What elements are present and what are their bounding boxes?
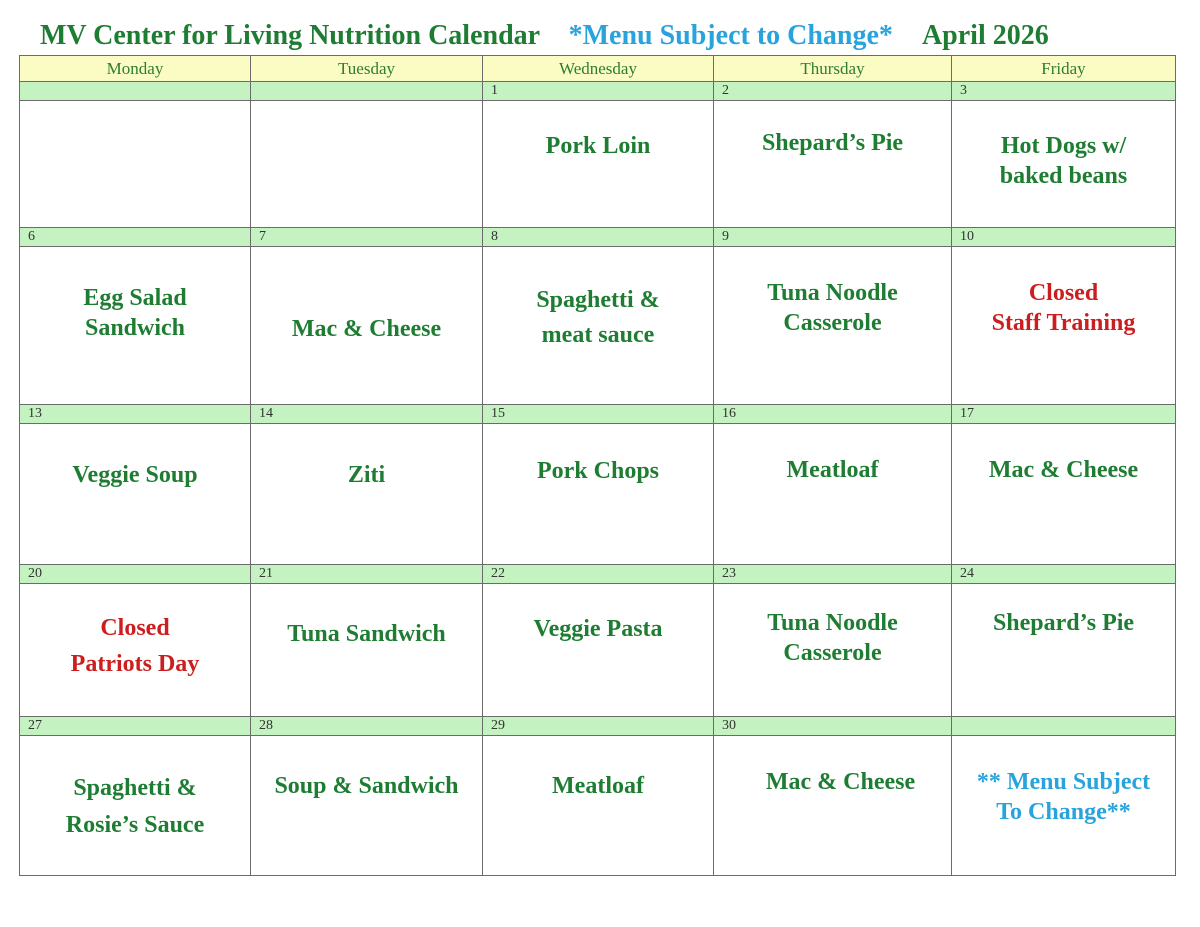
meal-text: Spaghetti & Rosie’s Sauce <box>65 775 205 838</box>
center-name: MV Center for Living Nutrition Calendar <box>40 20 540 51</box>
meal-text <box>20 101 250 131</box>
date-cell: 1 <box>483 82 714 101</box>
meal-cell <box>251 247 483 405</box>
date-cell <box>952 717 1176 736</box>
meal-cell <box>251 584 483 717</box>
calendar-title <box>40 18 1049 54</box>
meal-cell <box>483 424 714 565</box>
menu-change-note: *Menu Subject to Change* <box>568 20 893 51</box>
weekday-thursday: Thursday <box>714 56 952 82</box>
date-cell: 8 <box>483 228 714 247</box>
calendar-table <box>19 55 1176 876</box>
date-cell: 29 <box>483 717 714 736</box>
meal-text: Pork Loin <box>545 133 651 159</box>
date-cell: 7 <box>251 228 483 247</box>
date-cell: 22 <box>483 565 714 584</box>
meal-text: Hot Dogs w/ baked beans <box>999 133 1128 189</box>
meal-text: Shepard’s Pie <box>761 130 904 156</box>
month-label: April 2026 <box>921 20 1049 51</box>
weekday-header-row <box>20 56 1176 82</box>
weekday-friday: Friday <box>952 56 1176 82</box>
date-cell: 10 <box>952 228 1176 247</box>
date-row-week-4 <box>20 565 1176 584</box>
meal-cell <box>714 424 952 565</box>
meal-text: Mac & Cheese <box>988 457 1139 483</box>
weekday-wednesday: Wednesday <box>483 56 714 82</box>
meal-text: Closed Staff Training <box>991 280 1136 336</box>
date-cell: 17 <box>952 405 1176 424</box>
date-cell: 6 <box>20 228 251 247</box>
date-cell <box>20 82 251 101</box>
meal-text: Meatloaf <box>552 773 644 799</box>
meal-text: Egg Salad Sandwich <box>83 285 187 341</box>
meal-text: Tuna Sandwich <box>287 621 446 647</box>
meal-text <box>251 101 482 131</box>
date-cell <box>251 82 483 101</box>
meal-text: Veggie Soup <box>72 462 198 488</box>
meal-cell <box>251 424 483 565</box>
date-cell: 27 <box>20 717 251 736</box>
meal-cell <box>714 101 952 228</box>
date-cell: 13 <box>20 405 251 424</box>
date-row-week-3 <box>20 405 1176 424</box>
date-cell: 20 <box>20 565 251 584</box>
date-cell: 9 <box>714 228 952 247</box>
meal-cell <box>952 584 1176 717</box>
meal-cell-closed <box>20 584 251 717</box>
meal-cell <box>483 736 714 876</box>
date-cell: 23 <box>714 565 952 584</box>
meal-cell-closed <box>952 247 1176 405</box>
meal-cell <box>714 247 952 405</box>
date-row-week-5 <box>20 717 1176 736</box>
meal-text: ** Menu Subject To Change** <box>976 769 1151 825</box>
meal-cell <box>251 736 483 876</box>
meal-row-week-5 <box>20 736 1176 876</box>
date-cell: 21 <box>251 565 483 584</box>
meal-text: Mac & Cheese <box>765 769 916 795</box>
meal-cell <box>952 101 1176 228</box>
meal-cell <box>20 247 251 405</box>
meal-row-week-1 <box>20 101 1176 228</box>
meal-text: Pork Chops <box>536 458 660 484</box>
meal-row-week-2 <box>20 247 1176 405</box>
meal-text: Veggie Pasta <box>533 616 663 642</box>
date-cell: 3 <box>952 82 1176 101</box>
meal-cell <box>952 424 1176 565</box>
meal-row-week-4 <box>20 584 1176 717</box>
meal-cell <box>20 424 251 565</box>
date-cell: 16 <box>714 405 952 424</box>
meal-cell <box>714 736 952 876</box>
meal-text: Soup & Sandwich <box>274 773 459 799</box>
date-row-week-2 <box>20 228 1176 247</box>
date-cell: 2 <box>714 82 952 101</box>
date-cell: 24 <box>952 565 1176 584</box>
meal-cell <box>483 584 714 717</box>
meal-cell <box>251 101 483 228</box>
meal-text: Tuna Noodle Casserole <box>767 610 898 666</box>
meal-cell <box>483 101 714 228</box>
meal-cell <box>20 736 251 876</box>
date-cell: 28 <box>251 717 483 736</box>
meal-cell-note <box>952 736 1176 876</box>
meal-text: Spaghetti & meat sauce <box>536 287 660 348</box>
meal-text: Shepard’s Pie <box>992 610 1135 636</box>
weekday-tuesday: Tuesday <box>251 56 483 82</box>
meal-text: Tuna Noodle Casserole <box>767 280 898 336</box>
meal-text: Meatloaf <box>786 457 879 483</box>
meal-cell <box>714 584 952 717</box>
meal-text: Closed Patriots Day <box>70 615 200 677</box>
date-row-week-1 <box>20 82 1176 101</box>
meal-text: Ziti <box>347 462 386 488</box>
date-cell: 30 <box>714 717 952 736</box>
date-cell: 14 <box>251 405 483 424</box>
meal-row-week-3 <box>20 424 1176 565</box>
meal-text: Mac & Cheese <box>291 316 442 342</box>
weekday-monday: Monday <box>20 56 251 82</box>
date-cell: 15 <box>483 405 714 424</box>
meal-cell <box>483 247 714 405</box>
meal-cell <box>20 101 251 228</box>
